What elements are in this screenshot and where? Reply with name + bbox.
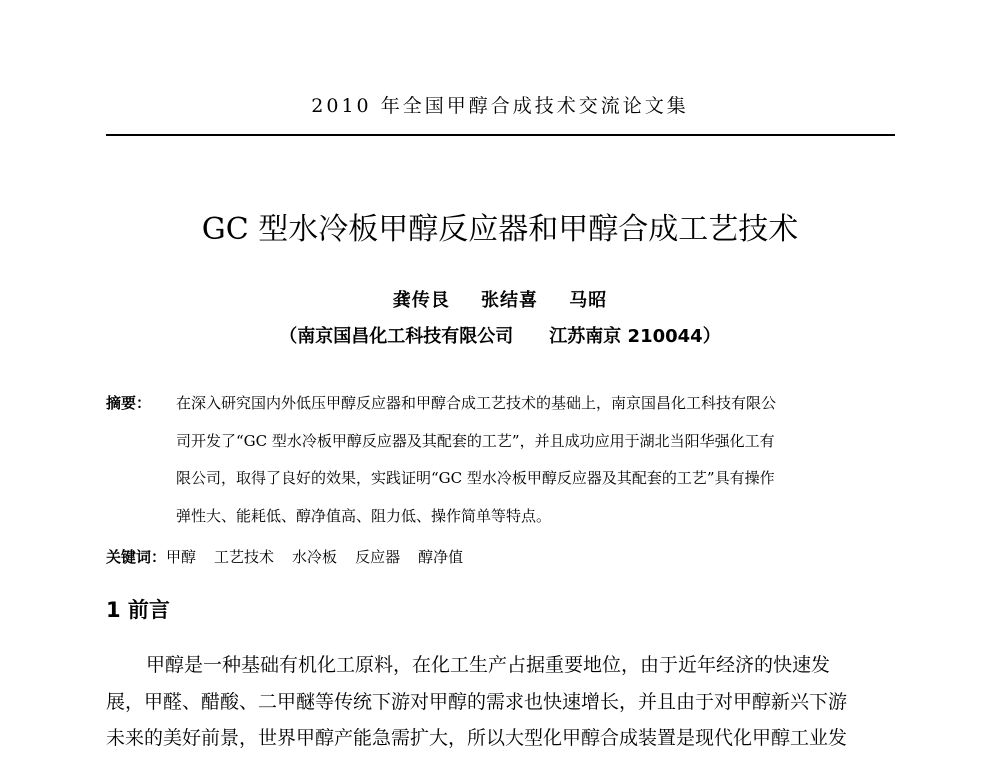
keywords — [106, 546, 481, 567]
affiliation-org: （南京国昌化工科技有限公司 — [279, 326, 514, 347]
affiliation — [0, 322, 1000, 348]
header-rule — [106, 134, 895, 136]
keyword: 反应器 — [355, 548, 401, 566]
body-line: 未来的美好前景，世界甲醇产能急需扩大，所以大型化甲醇合成装置是现代化甲醇工业发 — [106, 727, 848, 749]
keyword: 醇净值 — [418, 548, 464, 566]
paper-title: GC 型水冷板甲醇反应器和甲醇合成工艺技术 — [201, 212, 799, 247]
author-name: 张结喜 — [481, 290, 538, 311]
abstract-line: 弹性大、能耗低、醇净值高、阻力低、操作简单等特点。 — [176, 507, 552, 525]
abstract-label: 摘要： — [106, 394, 152, 412]
keyword: 工艺技术 — [214, 548, 275, 566]
section-heading: 1 前言 — [106, 598, 170, 622]
body-line: 甲醇是一种基础有机化工原料，在化工生产占据重要地位，由于近年经济的快速发 — [146, 654, 831, 676]
keyword: 水冷板 — [292, 548, 338, 566]
running-head: 2010 年全国甲醇合成技术交流论文集 — [311, 95, 689, 117]
body-line: 展，甲醛、醋酸、二甲醚等传统下游对甲醇的需求也快速增长，并且由于对甲醇新兴下游 — [106, 691, 848, 713]
abstract-line: 限公司，取得了良好的效果，实践证明“GC 型水冷板甲醇反应器及其配套的工艺”具有操作 — [176, 469, 775, 487]
author-list — [0, 286, 1000, 312]
abstract-line: 司开发了“GC 型水冷板甲醇反应器及其配套的工艺”，并且成功应用于湖北当阳华强化工有 — [176, 432, 775, 450]
abstract-line: 在深入研究国内外低压甲醇反应器和甲醇合成工艺技术的基础上，南京国昌化工科技有限公 — [176, 394, 777, 412]
author-name: 马昭 — [569, 290, 608, 311]
keyword: 甲醇 — [166, 548, 197, 566]
affiliation-location: 江苏南京 210044） — [549, 326, 721, 347]
author-name: 龚传艮 — [392, 290, 450, 311]
keywords-label: 关键词： — [106, 548, 167, 566]
